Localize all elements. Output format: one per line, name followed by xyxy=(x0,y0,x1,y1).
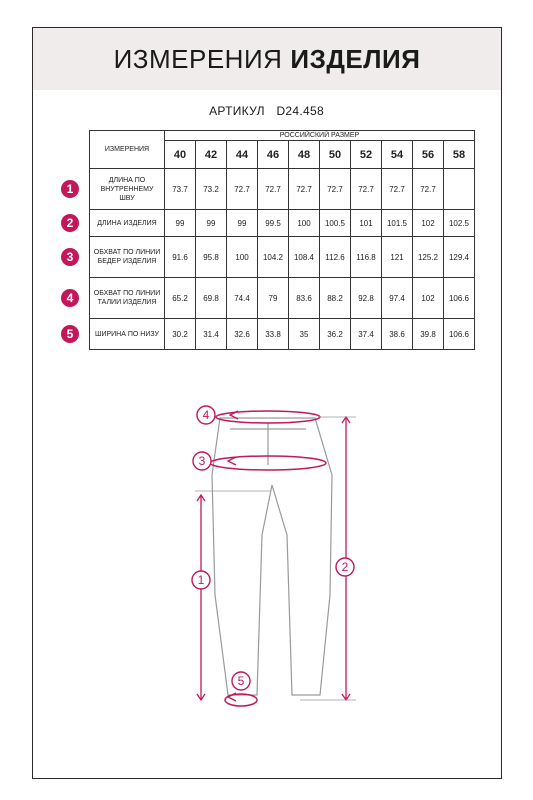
size-header-cell: 50 xyxy=(320,141,351,169)
table-cell: 91.6 xyxy=(165,237,196,278)
table-body xyxy=(90,169,475,350)
diagram-marker-label: 3 xyxy=(198,454,206,468)
row-number-badge: 1 xyxy=(61,180,79,198)
table-cell: 106.6 xyxy=(444,319,475,350)
diagram-marker xyxy=(193,452,211,470)
table-cell: 72.7 xyxy=(289,169,320,210)
table-cell: 102 xyxy=(413,210,444,237)
diagram-marker xyxy=(336,558,354,576)
table-cell: 37.4 xyxy=(351,319,382,350)
table-cell: 99.5 xyxy=(258,210,289,237)
article-code: D24.458 xyxy=(276,104,324,118)
diagram-marker-label: 2 xyxy=(341,560,349,574)
table-cell: 100 xyxy=(227,237,258,278)
table-cell: 33.8 xyxy=(258,319,289,350)
size-header-cell: 40 xyxy=(165,141,196,169)
table-cell: 30.2 xyxy=(165,319,196,350)
article-line xyxy=(0,104,533,118)
table-cell: 116.8 xyxy=(351,237,382,278)
row-label: ШИРИНА ПО НИЗУ xyxy=(90,319,165,350)
table-cell: 129.4 xyxy=(444,237,475,278)
diagram-marker-label: 5 xyxy=(237,674,245,688)
table-cell: 35 xyxy=(289,319,320,350)
size-header-cell: 42 xyxy=(196,141,227,169)
row-number-badge: 4 xyxy=(61,289,79,307)
table-cell: 69.8 xyxy=(196,278,227,319)
table-cell: 74.4 xyxy=(227,278,258,319)
table-cell: 101 xyxy=(351,210,382,237)
row-label: ОБХВАТ ПО ЛИНИИ БЕДЕР ИЗДЕЛИЯ xyxy=(90,237,165,278)
table-cell: 32.6 xyxy=(227,319,258,350)
table-cell: 31.4 xyxy=(196,319,227,350)
table-row xyxy=(90,319,475,350)
size-header-cell: 52 xyxy=(351,141,382,169)
table-row xyxy=(90,237,475,278)
table-cell: 72.7 xyxy=(413,169,444,210)
table-cell: 72.7 xyxy=(258,169,289,210)
table-cell: 99 xyxy=(165,210,196,237)
table-cell: 101.5 xyxy=(382,210,413,237)
table-cell: 72.7 xyxy=(227,169,258,210)
table-cell: 106.6 xyxy=(444,278,475,319)
row-number-badge: 3 xyxy=(61,248,79,266)
diagram-marker xyxy=(192,571,210,589)
size-header-cell: 56 xyxy=(413,141,444,169)
table-cell: 125.2 xyxy=(413,237,444,278)
row-label: ОБХВАТ ПО ЛИНИИ ТАЛИИ ИЗДЕЛИЯ xyxy=(90,278,165,319)
table-cell: 92.8 xyxy=(351,278,382,319)
diagram-marker xyxy=(232,672,250,690)
table-cell: 121 xyxy=(382,237,413,278)
table-cell: 100 xyxy=(289,210,320,237)
table-cell: 73.2 xyxy=(196,169,227,210)
table-cell: 39.8 xyxy=(413,319,444,350)
table-cell: 72.7 xyxy=(382,169,413,210)
size-header-cell: 58 xyxy=(444,141,475,169)
table-cell: 83.6 xyxy=(289,278,320,319)
table-row xyxy=(90,169,475,210)
table-cell: 65.2 xyxy=(165,278,196,319)
table-cell: 102.5 xyxy=(444,210,475,237)
title-light: ИЗМЕРЕНИЯ xyxy=(113,43,283,74)
table-cell: 95.8 xyxy=(196,237,227,278)
diagram-marker-label: 4 xyxy=(202,408,210,422)
row-label: ДЛИНА ИЗДЕЛИЯ xyxy=(90,210,165,237)
table-cell: 72.7 xyxy=(351,169,382,210)
size-group-header: РОССИЙСКИЙ РАЗМЕР xyxy=(165,131,475,141)
table-row xyxy=(90,210,475,237)
table-cell: 79 xyxy=(258,278,289,319)
table-cell: 73.7 xyxy=(165,169,196,210)
table-cell: 88.2 xyxy=(320,278,351,319)
row-label: ДЛИНА ПО ВНУТРЕННЕМУ ШВУ xyxy=(90,169,165,210)
table-cell: 100.5 xyxy=(320,210,351,237)
size-header-cell: 48 xyxy=(289,141,320,169)
table-cell: 102 xyxy=(413,278,444,319)
size-table xyxy=(89,130,475,350)
hem-arrowhead xyxy=(228,693,236,701)
table-cell: 72.7 xyxy=(320,169,351,210)
table-cell: 36.2 xyxy=(320,319,351,350)
waist-ellipse xyxy=(216,411,320,423)
trousers-diagram xyxy=(0,395,533,725)
diagram-marker-label: 1 xyxy=(197,573,205,587)
article-label: АРТИКУЛ xyxy=(209,104,265,118)
table-cell: 99 xyxy=(227,210,258,237)
row-number-badge: 5 xyxy=(61,325,79,343)
row-number-badge: 2 xyxy=(61,214,79,232)
size-header-cell: 46 xyxy=(258,141,289,169)
table-cell xyxy=(444,169,475,210)
size-header-cell: 54 xyxy=(382,141,413,169)
table-row xyxy=(90,278,475,319)
page-title xyxy=(33,28,501,90)
table-cell: 99 xyxy=(196,210,227,237)
size-header-cell: 44 xyxy=(227,141,258,169)
table-cell: 104.2 xyxy=(258,237,289,278)
table-cell: 97.4 xyxy=(382,278,413,319)
table-cell: 112.6 xyxy=(320,237,351,278)
table-cell: 38.6 xyxy=(382,319,413,350)
measure-header: ИЗМЕРЕНИЯ xyxy=(90,131,165,169)
inseam-arrow xyxy=(197,495,205,700)
title-bold: ИЗДЕЛИЯ xyxy=(290,43,421,74)
table-cell: 108.4 xyxy=(289,237,320,278)
diagram-marker xyxy=(197,406,215,424)
